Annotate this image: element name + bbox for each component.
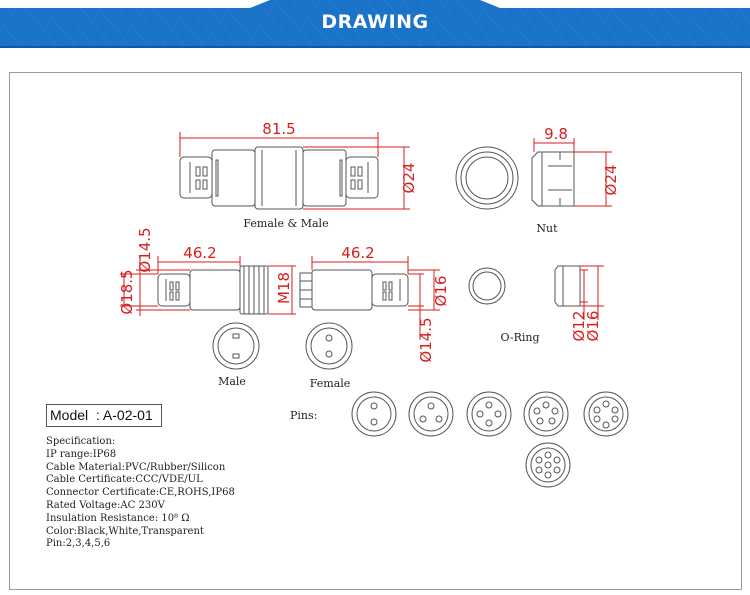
dim-top-dia: Ø24: [400, 162, 418, 194]
spec-line: Insulation Resistance: 10⁸ Ω: [46, 512, 190, 524]
pin-layout-2: [352, 392, 396, 436]
dim-oring-dia-out: Ø16: [584, 310, 602, 342]
dim-nut-dia: Ø24: [602, 164, 620, 196]
dim-left-dia-side: Ø18.5: [118, 269, 136, 315]
specification-list: [46, 436, 235, 551]
male-connector-drawing: [158, 266, 268, 314]
spec-line: Color:Black,White,Transparent: [46, 525, 204, 537]
dim-female-dia: Ø16: [432, 275, 450, 307]
oring-drawing: [469, 266, 580, 306]
caption-male: Male: [218, 375, 246, 388]
dim-left-dia-top: Ø14.5: [136, 227, 154, 273]
dimension-lines: [120, 132, 612, 340]
pin-layout-3: [409, 392, 453, 436]
female-connector-drawing: [300, 270, 408, 310]
dim-female-length: 46.2: [341, 244, 375, 262]
spec-line: Connector Certificate:CE,ROHS,IP68: [46, 487, 235, 499]
caption-nut: Nut: [536, 222, 558, 235]
spec-line: Cable Certificate:CCC/VDE/UL: [46, 474, 203, 486]
nut-drawing: [456, 147, 574, 209]
caption-oring: O-Ring: [500, 331, 540, 344]
model-box: [46, 404, 162, 427]
male-front-face: [213, 323, 259, 369]
dim-oring-dia-in: Ø12: [570, 310, 588, 342]
assembly-drawing: [180, 147, 378, 209]
pin-layout-5: [524, 392, 568, 436]
pin-layout-6: [584, 392, 628, 436]
dim-female-dia-low: Ø14.5: [417, 317, 435, 363]
spec-line: Specification:: [46, 436, 116, 447]
female-front-face: [306, 323, 352, 369]
spec-line: Pin:2,3,4,5,6: [46, 538, 111, 550]
pin-layout-7: [526, 443, 570, 487]
spec-line: Cable Material:PVC/Rubber/Silicon: [46, 461, 226, 473]
spec-line: IP range:IP68: [46, 448, 117, 460]
pin-layout-4: [467, 392, 511, 436]
spec-line: Rated Voltage:AC 230V: [46, 499, 165, 511]
dim-top-length: 81.5: [262, 120, 296, 138]
dim-male-length: 46.2: [183, 244, 217, 262]
dim-thread: M18: [275, 271, 293, 305]
caption-pins: Pins:: [290, 409, 318, 422]
caption-assembly: Female & Male: [243, 217, 329, 230]
model-label: Model : A-02-01: [50, 407, 153, 423]
dim-nut-width: 9.8: [544, 125, 568, 143]
banner-title: DRAWING: [321, 11, 429, 33]
caption-female: Female: [309, 377, 351, 390]
